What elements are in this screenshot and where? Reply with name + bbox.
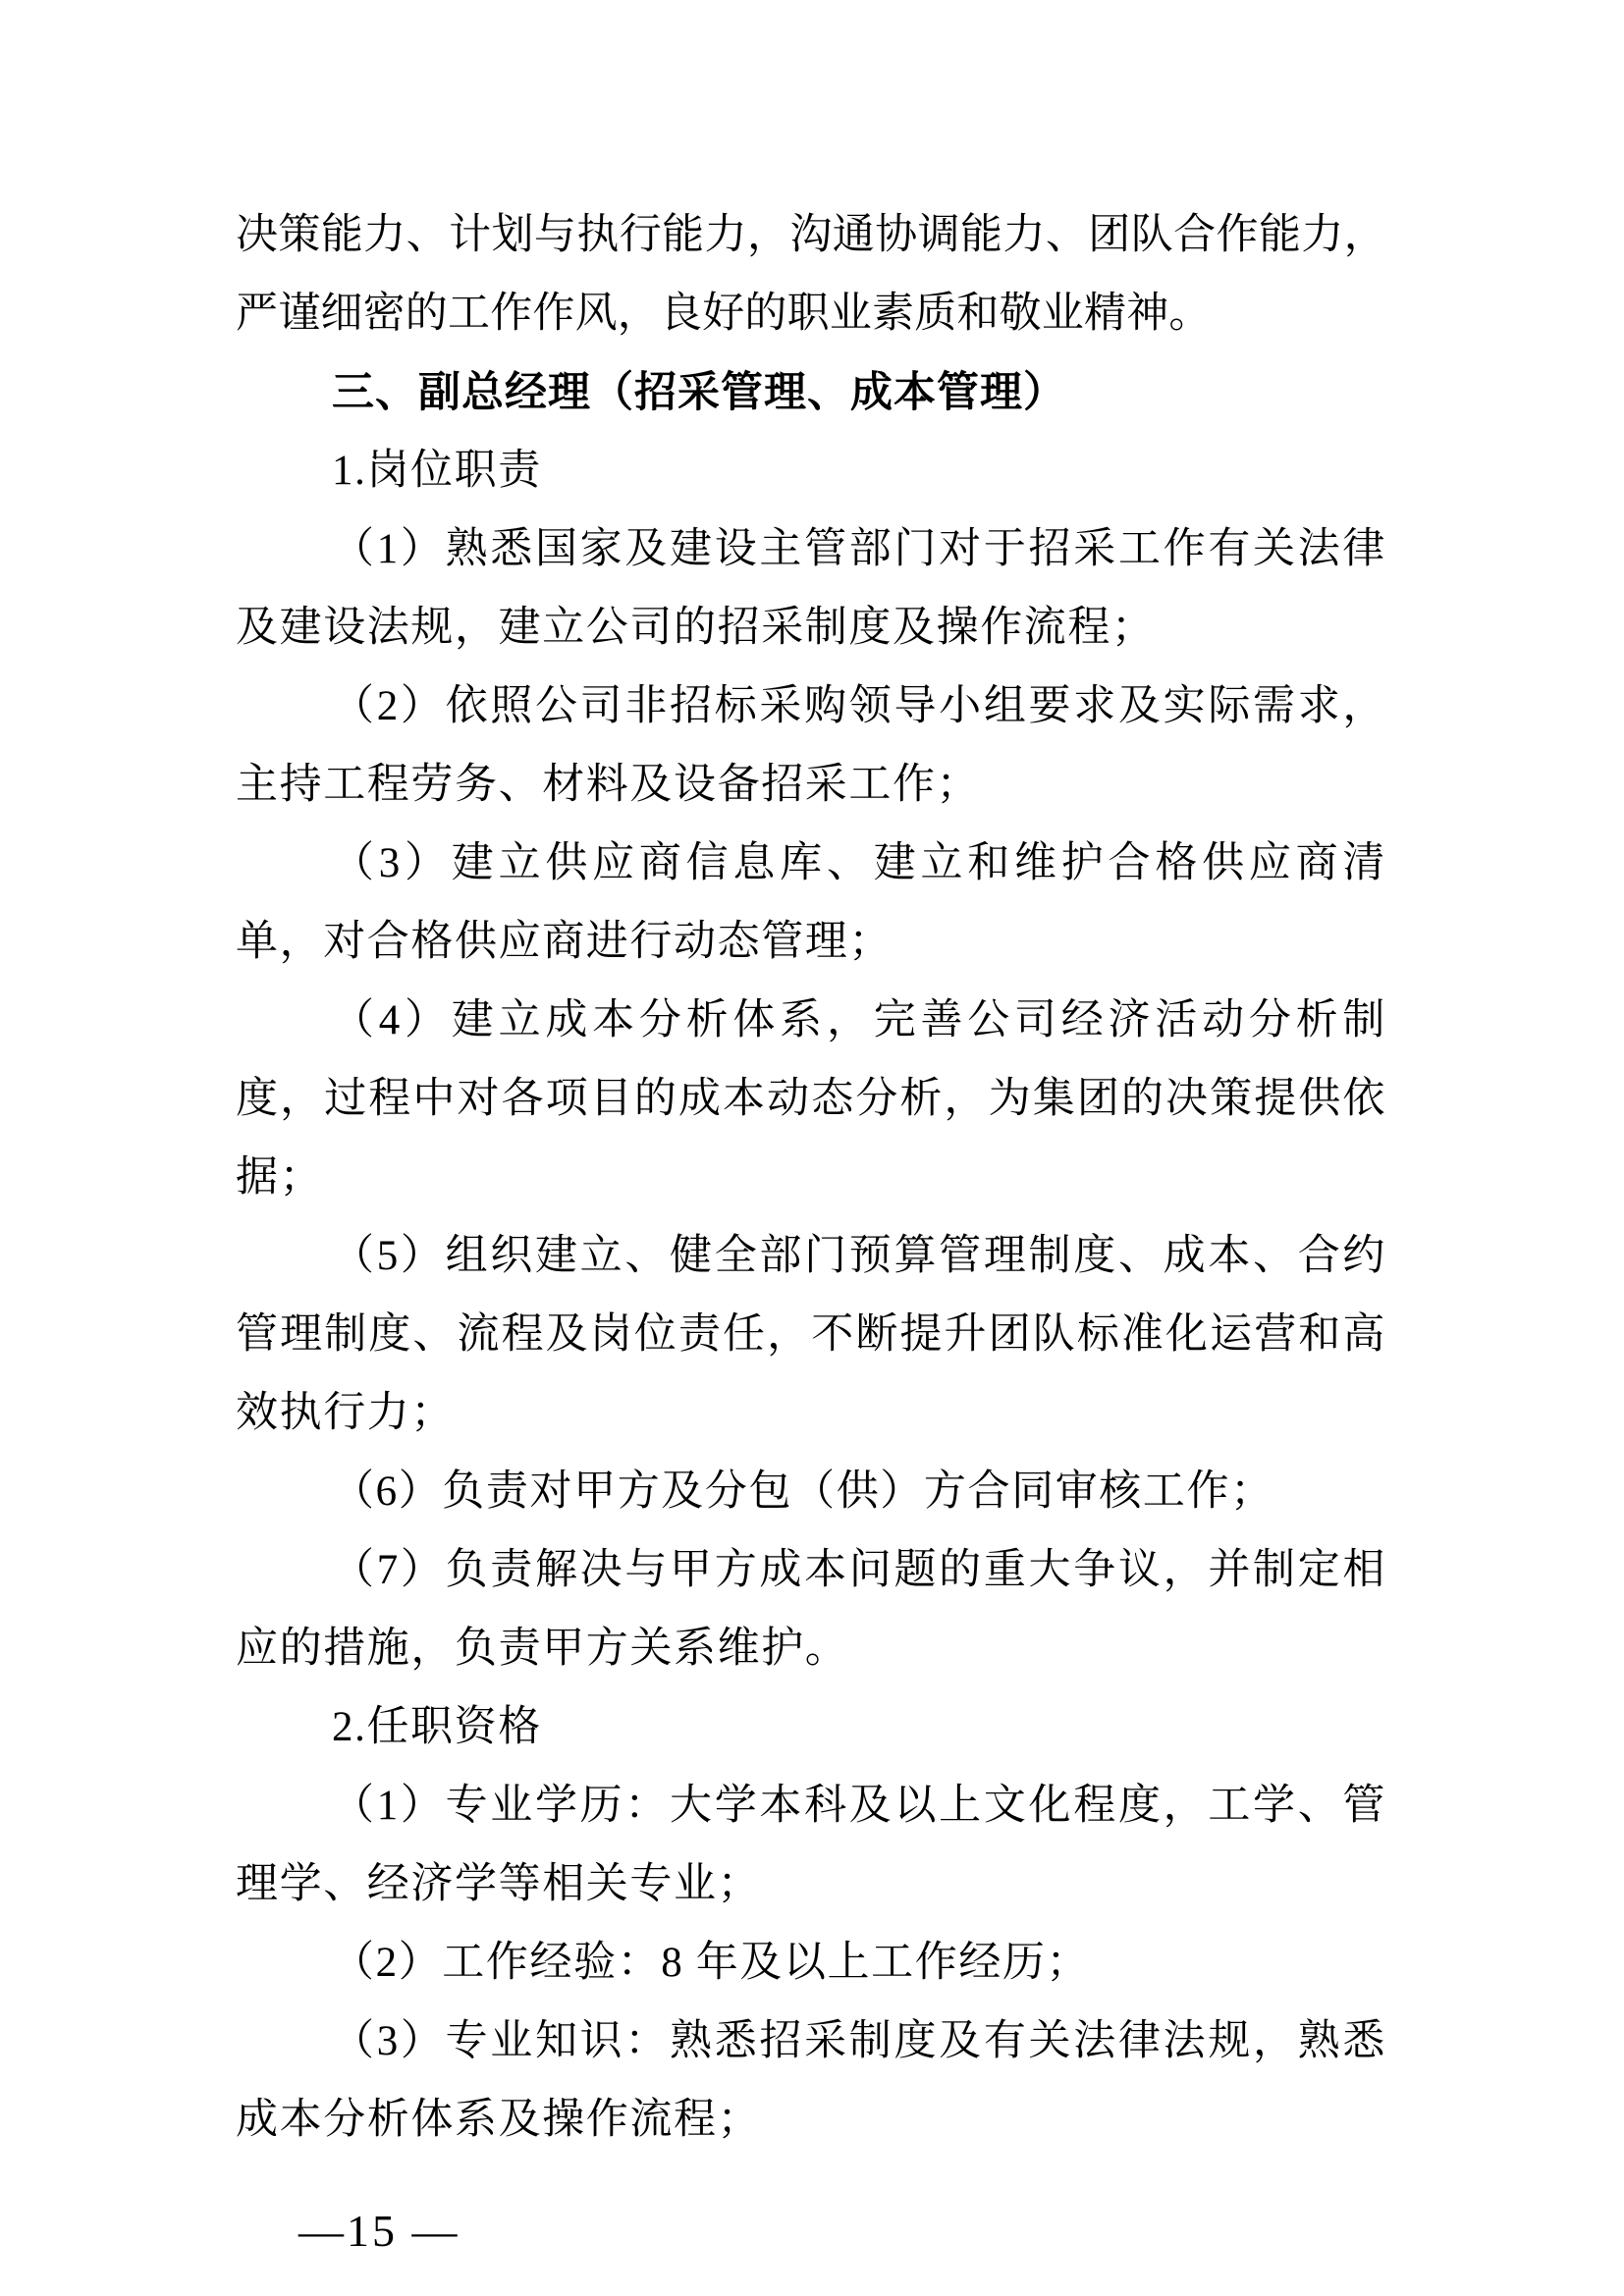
paragraph: （4）建立成本分析体系，完善公司经济活动分析制度，过程中对各项目的成本动态分析，为集团的决策提供依据； — [236, 997, 1386, 1201]
page-footer — [242, 2153, 460, 2296]
paragraph: （7）负责解决与甲方成本问题的重大争议，并制定相应的措施，负责甲方关系维护。 — [236, 1547, 1386, 1672]
section-heading: 三、副总经理（招采管理、成本管理） — [332, 369, 1066, 416]
document-body — [236, 196, 1386, 2160]
paragraph: （3）建立供应商信息库、建立和维护合格供应商清单，对合格供应商进行动态管理； — [236, 840, 1386, 965]
paragraph: （1）熟悉国家及建设主管部门对于招采工作有关法律及建设法规，建立公司的招采制度及操作流程； — [236, 526, 1386, 651]
paragraph: （6）负责对甲方及分包（供）方合同审核工作； — [332, 1468, 1274, 1515]
paragraph: （2）工作经验：8 年及以上工作经历； — [332, 1940, 1091, 1986]
subsection-heading: 1.岗位职责 — [332, 448, 542, 494]
subsection-heading: 2.任职资格 — [332, 1704, 542, 1750]
page-number: —15 — — [298, 2206, 460, 2256]
paragraph: 决策能力、计划与执行能力，沟通协调能力、团队合作能力，严谨细密的工作作风，良好的职业素质和敬业精神。 — [236, 212, 1386, 337]
paragraph: （3）专业知识：熟悉招采制度及有关法律法规，熟悉成本分析体系及操作流程； — [236, 2018, 1386, 2143]
paragraph: （5）组织建立、健全部门预算管理制度、成本、合约管理制度、流程及岗位责任，不断提升团队标准化运营和高效执行力； — [236, 1233, 1386, 1436]
paragraph: （1）专业学历：大学本科及以上文化程度，工学、管理学、经济学等相关专业； — [236, 1783, 1386, 1907]
paragraph: （2）依照公司非招标采购领导小组要求及实际需求，主持工程劳务、材料及设备招采工作； — [236, 683, 1386, 808]
